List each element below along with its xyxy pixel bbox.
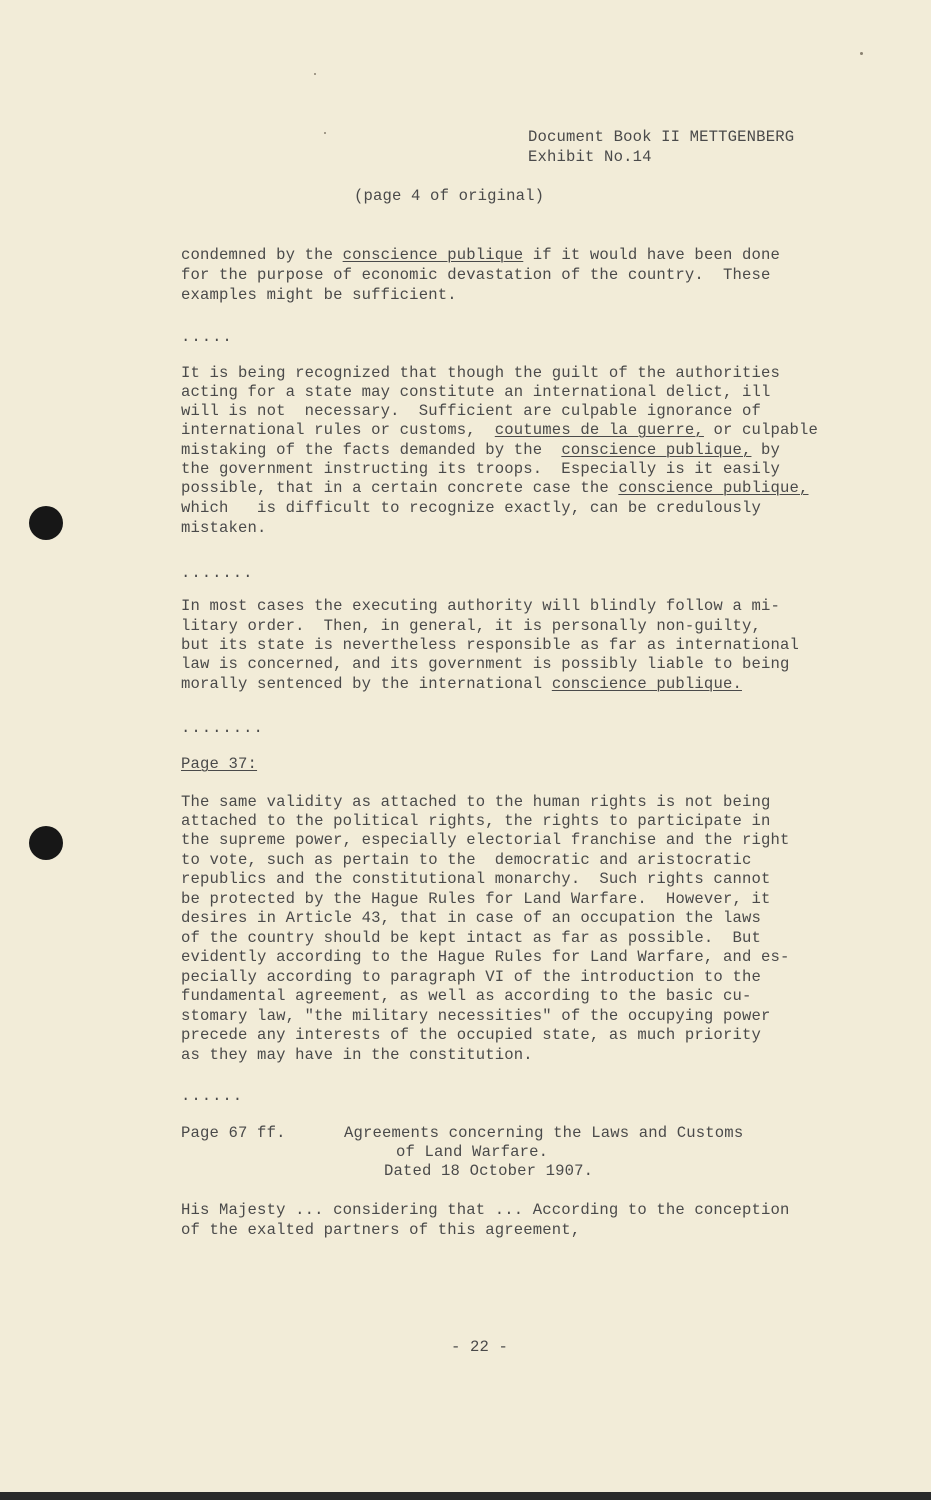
paragraph-2-line-9: mistaken.: [181, 519, 267, 537]
paragraph-4-line-5: republics and the constitutional monarchy. Such rights cannot: [181, 870, 771, 888]
paragraph-4-line-4: to vote, such as pertain to the democratic and aristocratic: [181, 851, 752, 869]
page-37-heading: Page 37:: [181, 755, 258, 773]
paragraph-2-line-3: will is not necessary. Sufficient are culpable ignorance of: [181, 402, 761, 420]
paragraph-3-line-2: litary order. Then, in general, it is personally non-guilty,: [181, 617, 761, 635]
paragraph-4-line-8: of the country should be kept intact as far as possible. But: [181, 929, 761, 947]
document-book-label: Document Book II METTGENBERG: [528, 128, 795, 146]
paragraph-1-line-1: condemned by the conscience publique if it would have been done: [181, 246, 781, 264]
paragraph-2-line-4: international rules or customs, coutumes de la guerre, or culpable: [181, 421, 819, 439]
page-67-label: Page 67 ff.: [181, 1124, 286, 1142]
paragraph-4-line-13: precede any interests of the occupied state, as much priority: [181, 1026, 761, 1044]
paragraph-3-line-4: law is concerned, and its government is possibly liable to being: [181, 655, 790, 673]
paragraph-2-line-6: the government instructing its troops. Especially is it easily: [181, 460, 780, 478]
page-bottom-edge: [0, 1492, 931, 1500]
exhibit-number: Exhibit No.14: [528, 148, 652, 166]
paragraph-4-line-12: stomary law, "the military necessities" of the occupying power: [181, 1007, 771, 1025]
paragraph-2-line-8: which is difficult to recognize exactly, can be credulously: [181, 499, 761, 517]
separator-2: .......: [181, 564, 254, 582]
paper-speck: [324, 132, 326, 134]
agreement-title-line-2: of Land Warfare.: [396, 1143, 549, 1161]
paragraph-3-line-5: morally sentenced by the international conscience publique.: [181, 675, 742, 693]
paragraph-2-line-5: mistaking of the facts demanded by the conscience publique, by: [181, 441, 780, 459]
paragraph-1-line-3: examples might be sufficient.: [181, 286, 457, 304]
paragraph-5-line-1: His Majesty ... considering that ... According to the conception: [181, 1201, 790, 1219]
paragraph-4-line-3: the supreme power, especially electorial franchise and the right: [181, 831, 790, 849]
paragraph-5-line-2: of the exalted partners of this agreement,: [181, 1221, 581, 1239]
page-number: - 22 -: [451, 1338, 509, 1356]
punch-hole-top: [29, 506, 63, 540]
paragraph-4-line-9: evidently according to the Hague Rules for Land Warfare, and es-: [181, 948, 790, 966]
paragraph-4-line-10: pecially according to paragraph VI of the introduction to the: [181, 968, 761, 986]
agreement-date: Dated 18 October 1907.: [384, 1162, 594, 1180]
paper-speck: [860, 52, 863, 55]
paragraph-3-line-3: but its state is nevertheless responsible as far as international: [181, 636, 800, 654]
paragraph-3-line-1: In most cases the executing authority will blindly follow a mi-: [181, 597, 780, 615]
paragraph-4-line-2: attached to the political rights, the rights to participate in: [181, 812, 771, 830]
paragraph-2-line-1: It is being recognized that though the guilt of the authorities: [181, 364, 780, 382]
separator-3: ........: [181, 719, 264, 737]
paragraph-4-line-14: as they may have in the constitution.: [181, 1046, 533, 1064]
paragraph-4-line-1: The same validity as attached to the human rights is not being: [181, 793, 771, 811]
separator-1: .....: [181, 328, 233, 346]
paragraph-4-line-11: fundamental agreement, as well as according to the basic cu-: [181, 987, 752, 1005]
separator-4: ......: [181, 1087, 244, 1105]
paragraph-4-line-7: desires in Article 43, that in case of an occupation the laws: [181, 909, 761, 927]
punch-hole-bottom: [29, 826, 63, 860]
page-reference: (page 4 of original): [354, 187, 545, 205]
paragraph-1-line-2: for the purpose of economic devastation of the country. These: [181, 266, 771, 284]
paragraph-2-line-7: possible, that in a certain concrete case the conscience publique,: [181, 479, 809, 497]
paper-speck: [314, 73, 316, 75]
agreement-title-line-1: Agreements concerning the Laws and Customs: [344, 1124, 744, 1142]
paragraph-2-line-2: acting for a state may constitute an international delict, ill: [181, 383, 771, 401]
paragraph-4-line-6: be protected by the Hague Rules for Land Warfare. However, it: [181, 890, 771, 908]
